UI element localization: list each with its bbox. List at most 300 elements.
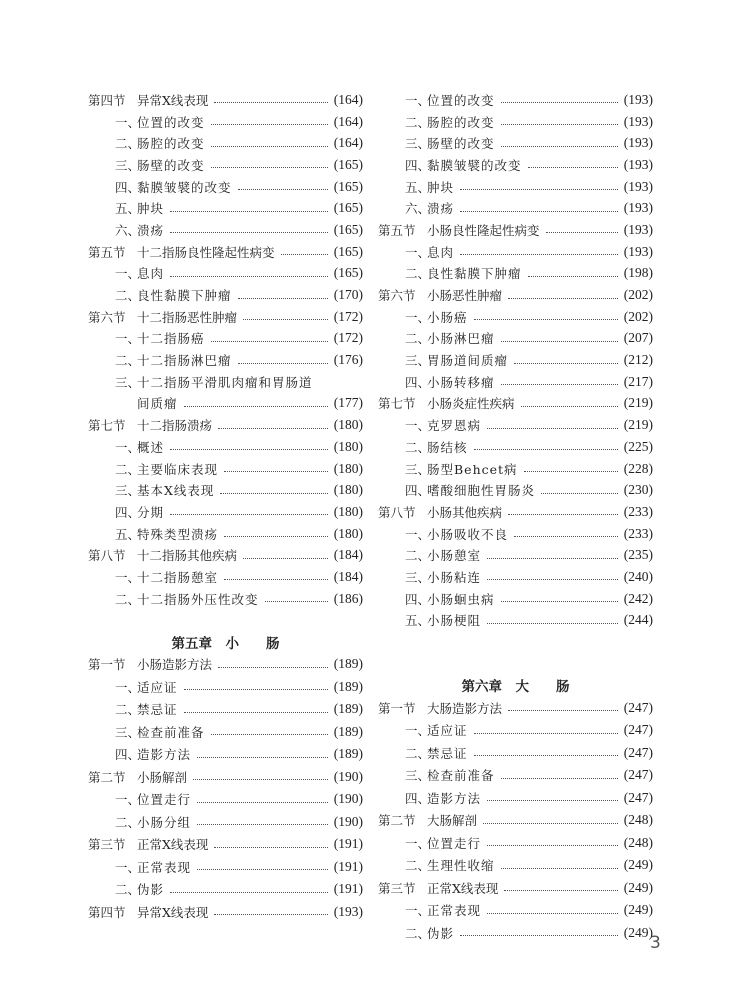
dot-leader <box>224 579 328 580</box>
toc-subentry[interactable] <box>88 263 363 285</box>
entry-number: 一、 <box>115 792 141 808</box>
dot-leader <box>501 868 618 869</box>
toc-subentry[interactable] <box>88 501 363 523</box>
entry-page: (190) <box>333 768 363 784</box>
entry-number: 五、 <box>115 201 141 217</box>
entry-number: 二、 <box>115 461 141 477</box>
entry-number: 一、 <box>405 723 431 738</box>
dot-leader <box>528 167 618 168</box>
entry-title: 黏膜皱襞的改变 <box>427 157 522 173</box>
toc-section-entry[interactable] <box>88 653 363 676</box>
entry-title: 伪影 <box>137 882 165 898</box>
entry-number: 第五节 <box>88 244 126 260</box>
dot-leader <box>193 779 328 780</box>
entry-page: (193) <box>623 200 653 216</box>
entry-page: (198) <box>623 265 653 281</box>
entry-page: (164) <box>333 135 363 151</box>
dot-leader <box>501 601 618 602</box>
toc-subentry[interactable] <box>88 132 363 154</box>
dot-leader <box>184 689 328 690</box>
entry-page: (186) <box>333 590 363 606</box>
toc-section-entry[interactable] <box>378 393 653 415</box>
entry-page: (249) <box>623 879 653 895</box>
entry-page: (207) <box>623 330 653 346</box>
toc-subentry[interactable] <box>88 436 363 458</box>
entry-number: 二、 <box>115 353 141 369</box>
toc-section-entry[interactable] <box>378 219 653 241</box>
entry-number: 第六节 <box>88 309 126 325</box>
entry-page: (191) <box>333 858 363 874</box>
entry-number: 二、 <box>115 814 141 830</box>
entry-number: 一、 <box>405 418 431 434</box>
dot-leader <box>501 341 618 342</box>
entry-page: (249) <box>623 857 653 872</box>
entry-page: (247) <box>623 722 653 737</box>
entry-title: 位置走行 <box>137 792 192 808</box>
dot-leader <box>487 913 618 914</box>
chapter-heading: 第六章 大 肠 <box>461 679 570 696</box>
toc-subentry[interactable] <box>378 89 653 111</box>
entry-title-continuation: 间质瘤 <box>137 396 178 412</box>
entry-title: 小肠粘连 <box>427 569 482 585</box>
dot-leader <box>170 232 328 233</box>
entry-number: 三、 <box>405 136 431 152</box>
entry-title: 嗜酸细胞性胃肠炎 <box>427 483 536 499</box>
entry-title: 小肠蛔虫病 <box>427 591 495 607</box>
entry-page: (202) <box>623 308 653 324</box>
entry-title: 小肠炎症性疾病 <box>427 396 515 412</box>
dot-leader <box>238 189 328 190</box>
toc-subentry[interactable] <box>88 328 363 350</box>
toc-subentry[interactable] <box>88 458 363 480</box>
entry-number: 第四节 <box>88 904 126 920</box>
dot-leader <box>474 733 618 734</box>
entry-title: 正常表现 <box>427 903 482 918</box>
toc-subentry[interactable] <box>378 458 653 480</box>
entry-title: 检查前准备 <box>137 724 205 740</box>
entry-page: (189) <box>333 678 363 694</box>
entry-page: (212) <box>623 352 653 368</box>
toc-subentry[interactable] <box>378 328 653 350</box>
entry-title: 小肠恶性肿瘤 <box>427 288 503 304</box>
toc-subentry[interactable] <box>378 197 653 219</box>
toc-subentry[interactable] <box>378 371 653 393</box>
dot-leader <box>487 428 618 429</box>
dot-leader <box>501 102 618 103</box>
entry-title: 生理性收缩 <box>427 858 495 873</box>
toc-section-entry[interactable] <box>378 876 653 899</box>
entry-number: 二、 <box>405 439 431 455</box>
entry-page: (165) <box>333 200 363 216</box>
entry-page: (230) <box>623 482 653 498</box>
dot-leader <box>508 710 618 711</box>
entry-title: 溃疡 <box>427 201 455 217</box>
entry-title: 息肉 <box>427 244 455 260</box>
dot-leader <box>504 890 617 891</box>
entry-title: 良性黏膜下肿瘤 <box>137 288 232 304</box>
entry-title: 小肠解剖 <box>137 769 188 785</box>
entry-title: 小肠癌 <box>427 309 468 325</box>
dot-leader <box>487 845 618 846</box>
entry-title: 十二指肠平滑肌肉瘤和胃肠道 <box>137 374 313 390</box>
dot-leader <box>524 471 618 472</box>
toc-subentry[interactable] <box>378 741 653 764</box>
entry-number: 一、 <box>405 92 431 108</box>
entry-page: (164) <box>333 113 363 129</box>
toc-subentry[interactable] <box>88 111 363 133</box>
toc-subentry[interactable] <box>88 371 363 393</box>
entry-number: 二、 <box>405 266 431 282</box>
entry-page: (190) <box>333 813 363 829</box>
page-number: 3 <box>650 933 661 953</box>
entry-number: 三、 <box>115 483 141 499</box>
entry-page: (180) <box>333 438 363 454</box>
entry-title: 肿块 <box>427 179 455 195</box>
entry-title: 小肠吸收不良 <box>427 526 509 542</box>
entry-page: (191) <box>333 836 363 852</box>
entry-number: 三、 <box>115 374 141 390</box>
entry-number: 一、 <box>405 903 431 918</box>
entry-number: 一、 <box>405 526 431 542</box>
entry-page: (233) <box>623 503 653 519</box>
entry-title: 小肠淋巴瘤 <box>427 331 495 347</box>
toc-section-entry[interactable] <box>378 284 653 306</box>
toc-subentry[interactable] <box>378 764 653 787</box>
dot-leader <box>170 892 328 893</box>
entry-page: (249) <box>623 924 653 940</box>
toc-section-entry[interactable] <box>88 306 363 328</box>
dot-leader <box>487 579 618 580</box>
entry-title: 十二指肠癌 <box>137 331 205 347</box>
entry-title: 溃疡 <box>137 222 165 238</box>
entry-number: 一、 <box>115 439 141 455</box>
toc-subentry[interactable] <box>378 588 653 610</box>
entry-page: (219) <box>623 417 653 433</box>
dot-leader <box>197 757 328 758</box>
toc-section-entry[interactable] <box>88 765 363 788</box>
dot-leader <box>521 406 618 407</box>
entry-page: (184) <box>333 547 363 563</box>
entry-page: (235) <box>623 547 653 563</box>
dot-leader <box>220 493 327 494</box>
entry-number: 三、 <box>405 461 431 477</box>
entry-page: (193) <box>333 903 363 919</box>
entry-title: 肠型Behcet病 <box>427 461 518 477</box>
entry-title: 禁忌证 <box>137 702 178 718</box>
entry-page: (180) <box>333 460 363 476</box>
entry-page: (180) <box>333 417 363 433</box>
entry-title: 十二指肠外压性改变 <box>137 591 259 607</box>
toc-subentry[interactable] <box>378 414 653 436</box>
entry-page: (191) <box>333 881 363 897</box>
dot-leader <box>211 167 328 168</box>
toc-subentry[interactable] <box>378 831 653 854</box>
toc-subentry[interactable] <box>88 219 363 241</box>
entry-page: (217) <box>623 373 653 389</box>
entry-page: (164) <box>333 91 363 107</box>
entry-title: 造影方法 <box>427 790 482 806</box>
toc-subentry[interactable] <box>88 479 363 501</box>
toc-subentry[interactable] <box>88 743 363 766</box>
toc-subentry[interactable] <box>378 306 653 328</box>
toc-subentry[interactable] <box>88 284 363 306</box>
toc-subentry[interactable] <box>378 854 653 877</box>
toc-subentry[interactable] <box>88 588 363 610</box>
entry-page: (193) <box>623 243 653 259</box>
entry-title: 十二指肠良性隆起性病变 <box>137 244 275 260</box>
dot-leader <box>508 298 618 299</box>
entry-title: 大肠解剖 <box>427 813 478 828</box>
entry-number: 第一节 <box>88 657 126 673</box>
entry-page: (247) <box>623 699 653 715</box>
dot-leader <box>170 449 328 450</box>
entry-number: 五、 <box>115 526 141 542</box>
spacer <box>378 653 653 675</box>
entry-title: 小肠分组 <box>137 814 192 830</box>
entry-number: 二、 <box>405 925 431 941</box>
toc-subentry[interactable] <box>88 675 363 698</box>
entry-page: (176) <box>333 352 363 368</box>
toc-section-entry[interactable] <box>88 900 363 923</box>
entry-page: (249) <box>623 902 653 917</box>
dot-leader <box>281 254 328 255</box>
toc-section-entry[interactable] <box>378 501 653 523</box>
entry-number: 第一节 <box>378 700 416 716</box>
entry-number: 第八节 <box>88 548 126 564</box>
entry-number: 三、 <box>115 157 141 173</box>
toc-subentry[interactable] <box>378 610 653 632</box>
toc-subentry[interactable] <box>378 349 653 371</box>
toc-subentry[interactable] <box>378 921 653 944</box>
toc-subentry[interactable] <box>378 479 653 501</box>
toc-subentry[interactable] <box>88 855 363 878</box>
entry-number: 一、 <box>115 266 141 282</box>
entry-number: 一、 <box>115 331 141 347</box>
entry-title: 适应证 <box>137 679 178 695</box>
entry-title: 正常表现 <box>137 859 192 875</box>
dot-leader <box>211 734 328 735</box>
entry-title: 小肠梗阻 <box>427 613 482 629</box>
entry-page: (165) <box>333 265 363 281</box>
dot-leader <box>514 363 618 364</box>
spacer <box>88 610 363 632</box>
entry-title: 肿块 <box>137 201 165 217</box>
entry-number: 四、 <box>405 790 431 806</box>
toc-subentry[interactable] <box>378 111 653 133</box>
dot-leader <box>214 102 327 103</box>
dot-leader <box>214 914 327 915</box>
toc-subentry[interactable] <box>378 544 653 566</box>
entry-page: (244) <box>623 612 653 628</box>
dot-leader <box>218 428 328 429</box>
toc-subentry[interactable] <box>378 719 653 742</box>
entry-page: (190) <box>333 791 363 807</box>
entry-page: (240) <box>623 568 653 584</box>
entry-title: 小肠转移瘤 <box>427 374 495 390</box>
toc-subentry[interactable] <box>378 566 653 588</box>
dot-leader <box>197 824 328 825</box>
dot-leader <box>460 189 618 190</box>
toc-section-entry[interactable] <box>88 241 363 263</box>
toc-section-entry[interactable] <box>88 544 363 566</box>
entry-page: (184) <box>333 568 363 584</box>
entry-page: (165) <box>333 221 363 237</box>
entry-number: 二、 <box>405 858 431 873</box>
toc-subentry[interactable] <box>88 788 363 811</box>
toc-subentry[interactable] <box>88 349 363 371</box>
entry-number: 二、 <box>115 702 141 718</box>
entry-number: 第二节 <box>88 769 126 785</box>
toc-subentry[interactable] <box>88 566 363 588</box>
toc-subentry-continuation[interactable] <box>88 393 363 415</box>
entry-page: (193) <box>623 113 653 129</box>
entry-page: (180) <box>333 525 363 541</box>
entry-title: 位置走行 <box>427 835 482 851</box>
toc-subentry[interactable] <box>378 241 653 263</box>
entry-number: 四、 <box>115 504 141 520</box>
entry-page: (202) <box>623 287 653 303</box>
entry-title: 良性黏膜下肿瘤 <box>427 266 522 282</box>
toc-subentry[interactable] <box>378 176 653 198</box>
entry-number: 三、 <box>405 353 431 369</box>
entry-title: 息肉 <box>137 266 165 282</box>
entry-number: 六、 <box>115 222 141 238</box>
entry-number: 三、 <box>115 724 141 740</box>
entry-page: (165) <box>333 178 363 194</box>
dot-leader <box>170 211 328 212</box>
entry-title: 肠壁的改变 <box>427 136 495 152</box>
entry-number: 一、 <box>115 679 141 695</box>
entry-page: (193) <box>623 156 653 172</box>
entry-page: (165) <box>333 156 363 172</box>
dot-leader <box>514 536 618 537</box>
entry-page: (193) <box>623 178 653 194</box>
toc-section-entry[interactable] <box>88 414 363 436</box>
entry-number: 五、 <box>405 613 431 629</box>
entry-number: 二、 <box>405 331 431 347</box>
entry-number: 一、 <box>405 835 431 851</box>
toc-subentry[interactable] <box>378 899 653 922</box>
entry-page: (228) <box>623 460 653 476</box>
entry-title: 小肠良性隆起性病变 <box>427 222 540 238</box>
dot-leader <box>243 319 328 320</box>
dot-leader <box>487 800 618 801</box>
entry-title: 适应证 <box>427 723 468 738</box>
dot-leader <box>474 449 618 450</box>
toc-section-entry[interactable] <box>378 809 653 832</box>
entry-page: (165) <box>333 243 363 259</box>
toc-subentry[interactable] <box>378 436 653 458</box>
entry-page: (247) <box>623 744 653 760</box>
toc-subentry[interactable] <box>88 523 363 545</box>
toc-subentry[interactable] <box>378 523 653 545</box>
entry-page: (170) <box>333 287 363 303</box>
entry-number: 第七节 <box>88 418 126 434</box>
entry-title: 伪影 <box>427 925 455 941</box>
entry-title: 正常X线表现 <box>137 837 209 853</box>
dot-leader <box>243 558 328 559</box>
toc-subentry[interactable] <box>88 698 363 721</box>
entry-number: 六、 <box>405 201 431 217</box>
entry-number: 第八节 <box>378 504 416 520</box>
dot-leader <box>528 276 618 277</box>
dot-leader <box>224 536 328 537</box>
entry-page: (193) <box>623 91 653 107</box>
toc-subentry[interactable] <box>88 810 363 833</box>
dot-leader <box>197 802 328 803</box>
entry-title: 克罗恩病 <box>427 418 482 434</box>
entry-title: 胃肠道间质瘤 <box>427 353 509 369</box>
toc-subentry[interactable] <box>378 154 653 176</box>
toc-subentry[interactable] <box>378 132 653 154</box>
entry-number: 四、 <box>405 374 431 390</box>
dot-leader <box>474 755 618 756</box>
entry-page: (189) <box>333 723 363 739</box>
toc-section-entry[interactable] <box>378 696 653 719</box>
dot-leader <box>460 211 618 212</box>
entry-title: 黏膜皱襞的改变 <box>137 179 232 195</box>
entry-title: 十二指肠溃疡 <box>137 418 213 434</box>
dot-leader <box>214 847 327 848</box>
dot-leader <box>501 146 618 147</box>
entry-number: 第四节 <box>88 92 126 108</box>
entry-number: 第五节 <box>378 222 416 238</box>
entry-title: 概述 <box>137 439 165 455</box>
toc-section-entry[interactable] <box>88 833 363 856</box>
toc-subentry[interactable] <box>88 154 363 176</box>
toc-subentry[interactable] <box>378 786 653 809</box>
entry-page: (189) <box>333 656 363 672</box>
entry-page: (172) <box>333 308 363 324</box>
entry-title: 小肠造影方法 <box>137 657 213 673</box>
toc-subentry[interactable] <box>378 263 653 285</box>
entry-page: (177) <box>333 395 363 411</box>
toc-subentry[interactable] <box>88 878 363 901</box>
entry-number: 四、 <box>405 157 431 173</box>
toc-subentry[interactable] <box>88 197 363 219</box>
dot-leader <box>541 493 618 494</box>
dot-leader <box>238 298 328 299</box>
toc-subentry[interactable] <box>88 176 363 198</box>
entry-number: 第六节 <box>378 288 416 304</box>
entry-number: 二、 <box>405 745 431 761</box>
entry-page: (248) <box>623 834 653 850</box>
dot-leader <box>184 712 328 713</box>
toc-subentry[interactable] <box>88 720 363 743</box>
entry-title: 基本X线表现 <box>137 483 215 499</box>
entry-number: 二、 <box>115 288 141 304</box>
entry-number: 第七节 <box>378 396 416 412</box>
entry-number: 一、 <box>405 244 431 260</box>
entry-title: 肠结核 <box>427 439 468 455</box>
entry-title: 位置的改变 <box>427 92 495 108</box>
dot-leader <box>211 124 328 125</box>
entry-title: 大肠造影方法 <box>427 700 503 716</box>
entry-number: 第三节 <box>378 880 416 896</box>
dot-leader <box>483 823 618 824</box>
dot-leader <box>487 623 618 624</box>
entry-number: 五、 <box>405 179 431 195</box>
entry-page: (219) <box>623 395 653 411</box>
toc-section-entry[interactable] <box>88 89 363 111</box>
dot-leader <box>170 276 328 277</box>
dot-leader <box>218 667 328 668</box>
entry-title: 主要临床表现 <box>137 461 219 477</box>
entry-page: (248) <box>623 812 653 827</box>
dot-leader <box>546 232 618 233</box>
dot-leader <box>474 319 618 320</box>
entry-title: 小肠憩室 <box>427 548 482 564</box>
